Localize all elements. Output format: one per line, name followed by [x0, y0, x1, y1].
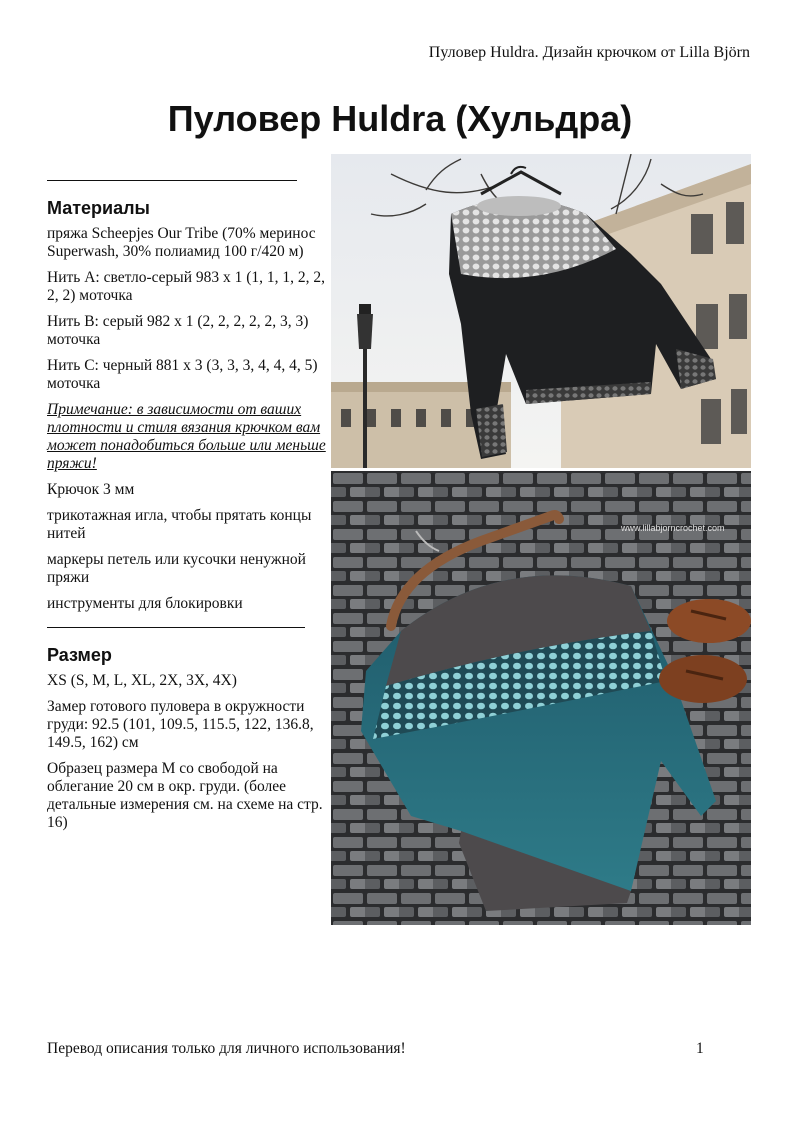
thread-c-text: Нить C: черный 881 x 3 (3, 3, 3, 4, 4, 4, 5) моточка: [47, 357, 318, 392]
running-header: Пуловер Huldra. Дизайн крючком от Lilla Björn: [428, 44, 750, 61]
markers-text: маркеры петель или кусочки ненужной пряжи: [47, 551, 306, 586]
blocking-text: инструменты для блокировки: [47, 595, 243, 612]
sweater-hanger-photo: [331, 154, 751, 468]
sweater-cobblestone-photo: [331, 471, 751, 925]
text-column: [47, 176, 327, 840]
page-number: 1: [696, 1040, 704, 1057]
divider: [47, 180, 297, 181]
footer-note: Перевод описания только для личного использования!: [47, 1040, 406, 1057]
sample-text: Образец размера М со свободой на облегание 20 см в окр. груди. (более детальные измерения см. на схеме на стр. 16): [47, 760, 323, 831]
yarn-note: Примечание: в зависимости от ваших плотности и стиля вязания крючком вам может понадобиться больше или меньше пряжи!: [47, 401, 326, 472]
watermark-text: www.lillabjorncrochet.com: [621, 523, 725, 533]
thread-a-text: Нить А: светло-серый 983 x 1 (1, 1, 1, 2, 2, 2, 2) моточка: [47, 269, 326, 304]
hook-text: Крючок 3 мм: [47, 481, 135, 498]
page-title: Пуловер Huldra (Хульдра): [167, 98, 633, 139]
needle-text: трикотажная игла, чтобы прятать концы нитей: [47, 507, 312, 542]
yarn-text: пряжа Scheepjes Our Tribe (70% меринос Superwash, 30% полиамид 100 г/420 м): [47, 225, 316, 260]
materials-heading: Материалы: [47, 198, 150, 218]
sizes-text: XS (S, M, L, XL, 2X, 3X, 4X): [47, 672, 237, 689]
bust-text: Замер готового пуловера в окружности груди: 92.5 (101, 109.5, 115.5, 122, 136.8, 149.5, 162) см: [47, 698, 314, 751]
size-heading: Размер: [47, 645, 112, 665]
divider: [47, 627, 305, 628]
thread-b-text: Нить B: серый 982 x 1 (2, 2, 2, 2, 2, 3, 3) моточка: [47, 313, 309, 348]
